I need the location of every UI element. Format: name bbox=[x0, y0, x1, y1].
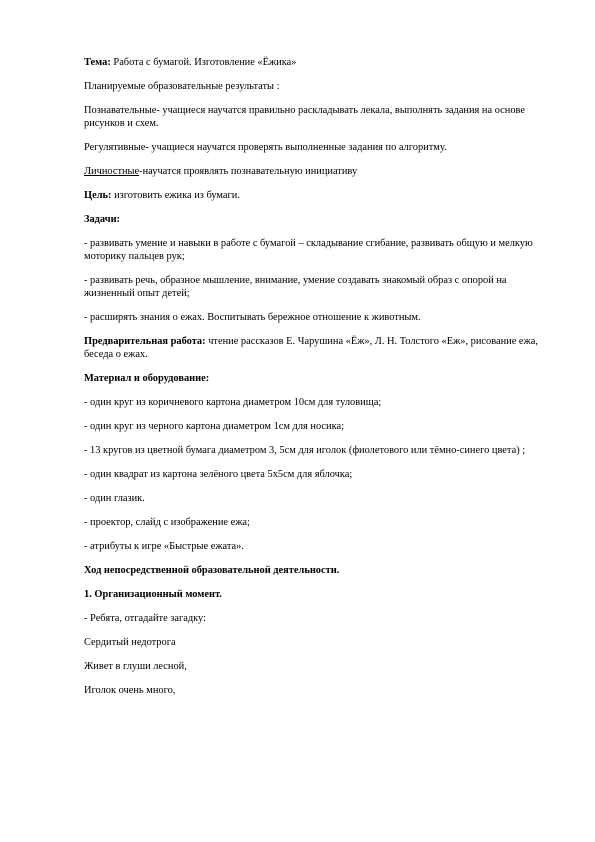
riddle-line: Сердитый недотрога bbox=[84, 637, 176, 648]
cognitive-results: Познавательные- учащиеся научатся правильно раскладывать лекала, выполнять задания на основе рисунков и схем. bbox=[84, 105, 525, 129]
personal-text: -научатся проявлять познавательную инициативу bbox=[139, 166, 358, 177]
document-page bbox=[84, 56, 554, 708]
preliminary-label: Предварительная работа: bbox=[84, 336, 206, 347]
preliminary-text: чтение рассказов Е. Чарушина «Ёж», Л. Н. Толстого «Еж», рисование ежа, беседа о ежах. bbox=[84, 336, 538, 360]
task-item: - развивать речь, образное мышление, внимание, умение создавать знакомый образ с опорой на жизненный опыт детей; bbox=[84, 275, 507, 299]
material-item: - один глазик. bbox=[84, 493, 145, 504]
topic-text: Работа с бумагой. Изготовление «Ёжика» bbox=[110, 57, 297, 68]
materials-heading: Материал и оборудование: bbox=[84, 373, 210, 384]
material-item: - проектор, слайд с изображение ежа; bbox=[84, 517, 250, 528]
topic-line bbox=[84, 56, 554, 69]
goal-label: Цель: bbox=[84, 190, 112, 201]
lesson-heading: Ход непосредственной образовательной деятельности. bbox=[84, 565, 340, 576]
tasks-heading: Задачи: bbox=[84, 214, 121, 225]
material-item: - один квадрат из картона зелёного цвета 5х5см для яблочка; bbox=[84, 469, 353, 480]
preliminary-work bbox=[84, 335, 554, 361]
goal-text: изготовить ежика из бумаги. bbox=[111, 190, 240, 201]
material-item: - 13 кругов из цветной бумага диаметром 3, 5см для иголок (фиолетового или тёмно-синего цвета) ; bbox=[84, 445, 526, 456]
riddle-line: Живет в глуши лесной, bbox=[84, 661, 187, 672]
riddle-intro: - Ребята, отгадайте загадку: bbox=[84, 613, 206, 624]
task-item: - расширять знания о ежах. Воспитывать бережное отношение к животным. bbox=[84, 312, 421, 323]
riddle-line: Иголок очень много, bbox=[84, 685, 176, 696]
personal-label: Личностные bbox=[84, 166, 140, 177]
section-1-heading: 1. Организационный момент. bbox=[84, 589, 222, 600]
material-item: - один круг из черного картона диаметром 1см для носика; bbox=[84, 421, 344, 432]
material-item: - атрибуты к игре «Быстрые ежата». bbox=[84, 541, 244, 552]
task-item: - развивать умение и навыки в работе с бумагой – складывание сгибание, развивать общую и мелкую моторику пальцев рук; bbox=[84, 238, 533, 262]
material-item: - один круг из коричневого картона диаметром 10см для туловища; bbox=[84, 397, 382, 408]
goal-line bbox=[84, 189, 554, 202]
personal-results bbox=[84, 165, 554, 178]
topic-label: Тема: bbox=[84, 57, 111, 68]
regulatory-results: Регулятивные- учащиеся научатся проверять выполненные задания по алгоритму. bbox=[84, 142, 447, 153]
planned-results-heading: Планируемые образовательные результаты : bbox=[84, 81, 280, 92]
